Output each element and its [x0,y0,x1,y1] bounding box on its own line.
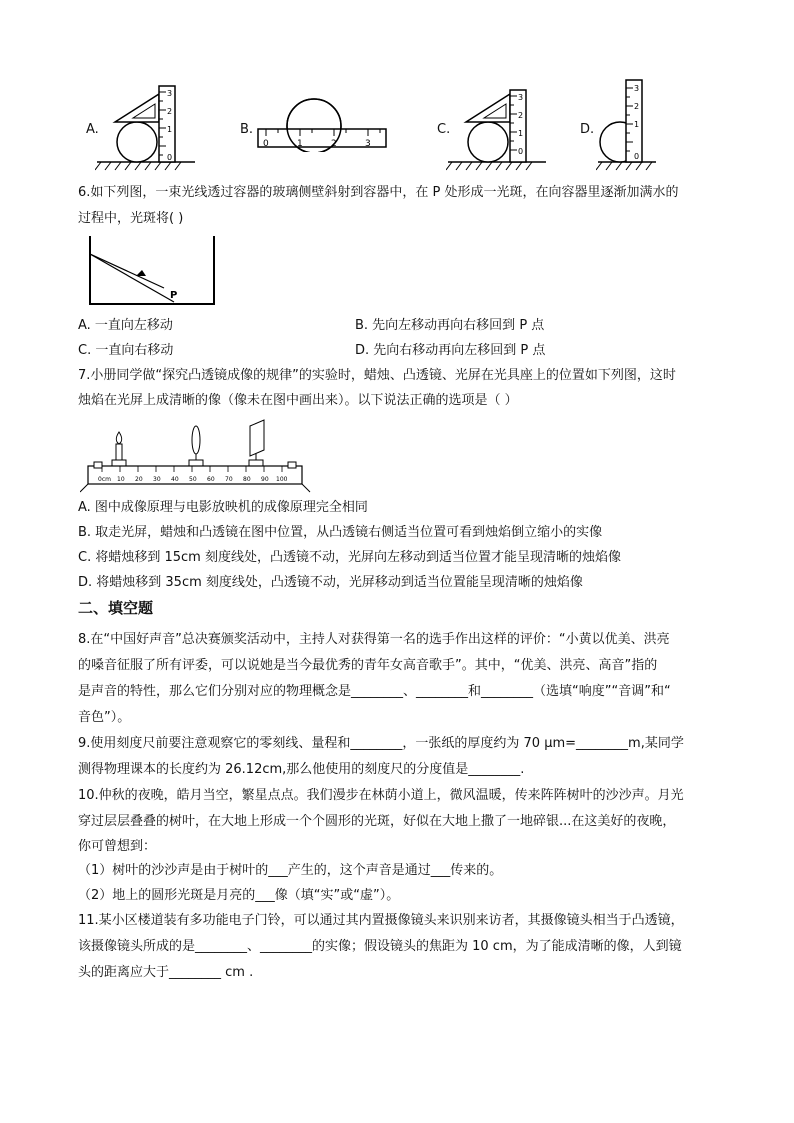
q8-line4: 音色”）。 [78,710,131,725]
svg-text:3: 3 [634,84,640,93]
option-c-label: C. [437,122,451,137]
svg-text:2: 2 [167,107,173,116]
figure-q6-container [86,236,218,308]
q8-line2: 的嗓音征服了所有评委，可以说她是当今最优秀的青年女高音歌手”。其中，“优美、洪亮、高音”指的 [78,658,658,673]
svg-text:0cm: 0cm [98,476,111,483]
option-d-label: D. [580,122,595,137]
svg-text:10: 10 [117,476,125,483]
svg-text:90: 90 [261,476,269,483]
svg-text:60: 60 [207,476,215,483]
svg-text:1: 1 [518,129,524,138]
q6-option-c: C. 一直向右移动 [78,343,174,358]
q11-line3: 头的距离应大于________ cm . [78,965,254,980]
q7-option-d: D. 将蜡烛移到 35cm 刻度线处，凸透镜不动，光屏移动到适当位置能呈现清晰的烛焰像 [78,575,583,590]
svg-text:100: 100 [276,476,288,483]
section-heading-fill-in: 二、填空题 [78,599,154,617]
q7-stem-line2: 烛焰在光屏上成清晰的像（像未在图中画出来）。以下说法正确的选项是（ ） [78,393,518,408]
figure-q7-optical-bench [80,418,320,494]
q9-line1: 9.使用刻度尺前要注意观察它的零刻线、量程和________，一张纸的厚度约为 70 μm=________m,某同学 [78,736,684,751]
q8-line1: 8.在“中国好声音”总决赛颁奖活动中，主持人对获得第一名的选手作出这样的评价：“小黄以优美、洪亮 [78,632,670,647]
svg-text:70: 70 [225,476,233,483]
svg-text:30: 30 [153,476,161,483]
svg-text:0: 0 [263,139,269,149]
q7-option-b: B. 取走光屏，蜡烛和凸透镜在图中位置，从凸透镜右侧适当位置可看到烛焰倒立缩小的实像 [78,525,603,540]
q11-line1: 11.某小区楼道装有多功能电子门铃，可以通过其内置摄像镜头来识别来访者，其摄像镜头相当于凸透镜， [78,913,684,928]
q10-line1: 10.仲秋的夜晚，皓月当空，繁星点点。我们漫步在林荫小道上，微风温暖，传来阵阵树叶的沙沙声。月光 [78,788,684,803]
figure-a-ball-triangle-ruler [95,84,205,172]
svg-text:1: 1 [297,139,303,149]
q6-option-a: A. 一直向左移动 [78,318,173,333]
svg-text:2: 2 [518,111,524,120]
q6-option-b: B. 先向左移动再向右移回到 P 点 [355,318,545,333]
svg-text:50: 50 [189,476,197,483]
svg-text:80: 80 [243,476,251,483]
q10-line3: 你可曾想到： [78,839,157,854]
q7-stem-line1: 7.小册同学做“探究凸透镜成像的规律”的实验时，蜡烛、凸透镜、光屏在光具座上的位置如下列图，这时 [78,368,676,383]
svg-text:20: 20 [135,476,143,483]
q11-line2: 该摄像镜头所成的是________、________的实像；假设镜头的焦距为 10 cm，为了能成清晰的像，人到镜 [78,939,682,954]
svg-text:P: P [170,290,178,301]
svg-text:0: 0 [518,147,524,156]
q10-sub1: （1）树叶的沙沙声是由于树叶的___产生的，这个声音是通过___传来的。 [78,863,503,878]
svg-text:1: 1 [167,125,173,134]
figure-b-ball-on-ruler [256,96,391,152]
q9-line2: 测得物理课本的长度约为 26.12cm,那么他使用的刻度尺的分度值是________. [78,762,525,777]
figure-d-ball-vertical-ruler [596,78,660,172]
svg-text:1: 1 [634,120,640,129]
figure-c-ball-triangle-ruler [446,84,556,172]
svg-text:0: 0 [634,152,640,161]
q6-stem-line2: 过程中，光斑将( ) [78,211,184,226]
svg-text:0: 0 [167,153,173,162]
q7-option-a: A. 图中成像原理与电影放映机的成像原理完全相同 [78,500,368,515]
q6-option-d: D. 先向右移动再向左移回到 P 点 [355,343,546,358]
svg-text:40: 40 [171,476,179,483]
svg-text:3: 3 [518,93,524,102]
svg-text:2: 2 [331,139,337,149]
q7-option-c: C. 将蜡烛移到 15cm 刻度线处，凸透镜不动，光屏向左移动到适当位置才能呈现清晰的烛焰像 [78,550,621,565]
q6-stem-line1: 6.如下列图，一束光线透过容器的玻璃侧壁斜射到容器中，在 P 处形成一光斑，在向容器里逐渐加满水的 [78,185,679,200]
q10-line2: 穿过层层叠叠的树叶，在大地上形成一个个圆形的光斑，好似在大地上撒了一地碎银...在这美好的夜晚， [78,814,676,829]
option-a-label: A. [86,122,99,137]
svg-text:3: 3 [167,89,173,98]
svg-text:3: 3 [365,139,371,149]
q8-line3: 是声音的特性，那么它们分别对应的物理概念是________、________和________（选填“响度”“音调”和“ [78,684,671,699]
svg-text:2: 2 [634,102,640,111]
q10-sub2: （2）地上的圆形光斑是月亮的___像（填“实”或“虚”）。 [78,888,400,903]
option-b-label: B. [240,122,254,137]
